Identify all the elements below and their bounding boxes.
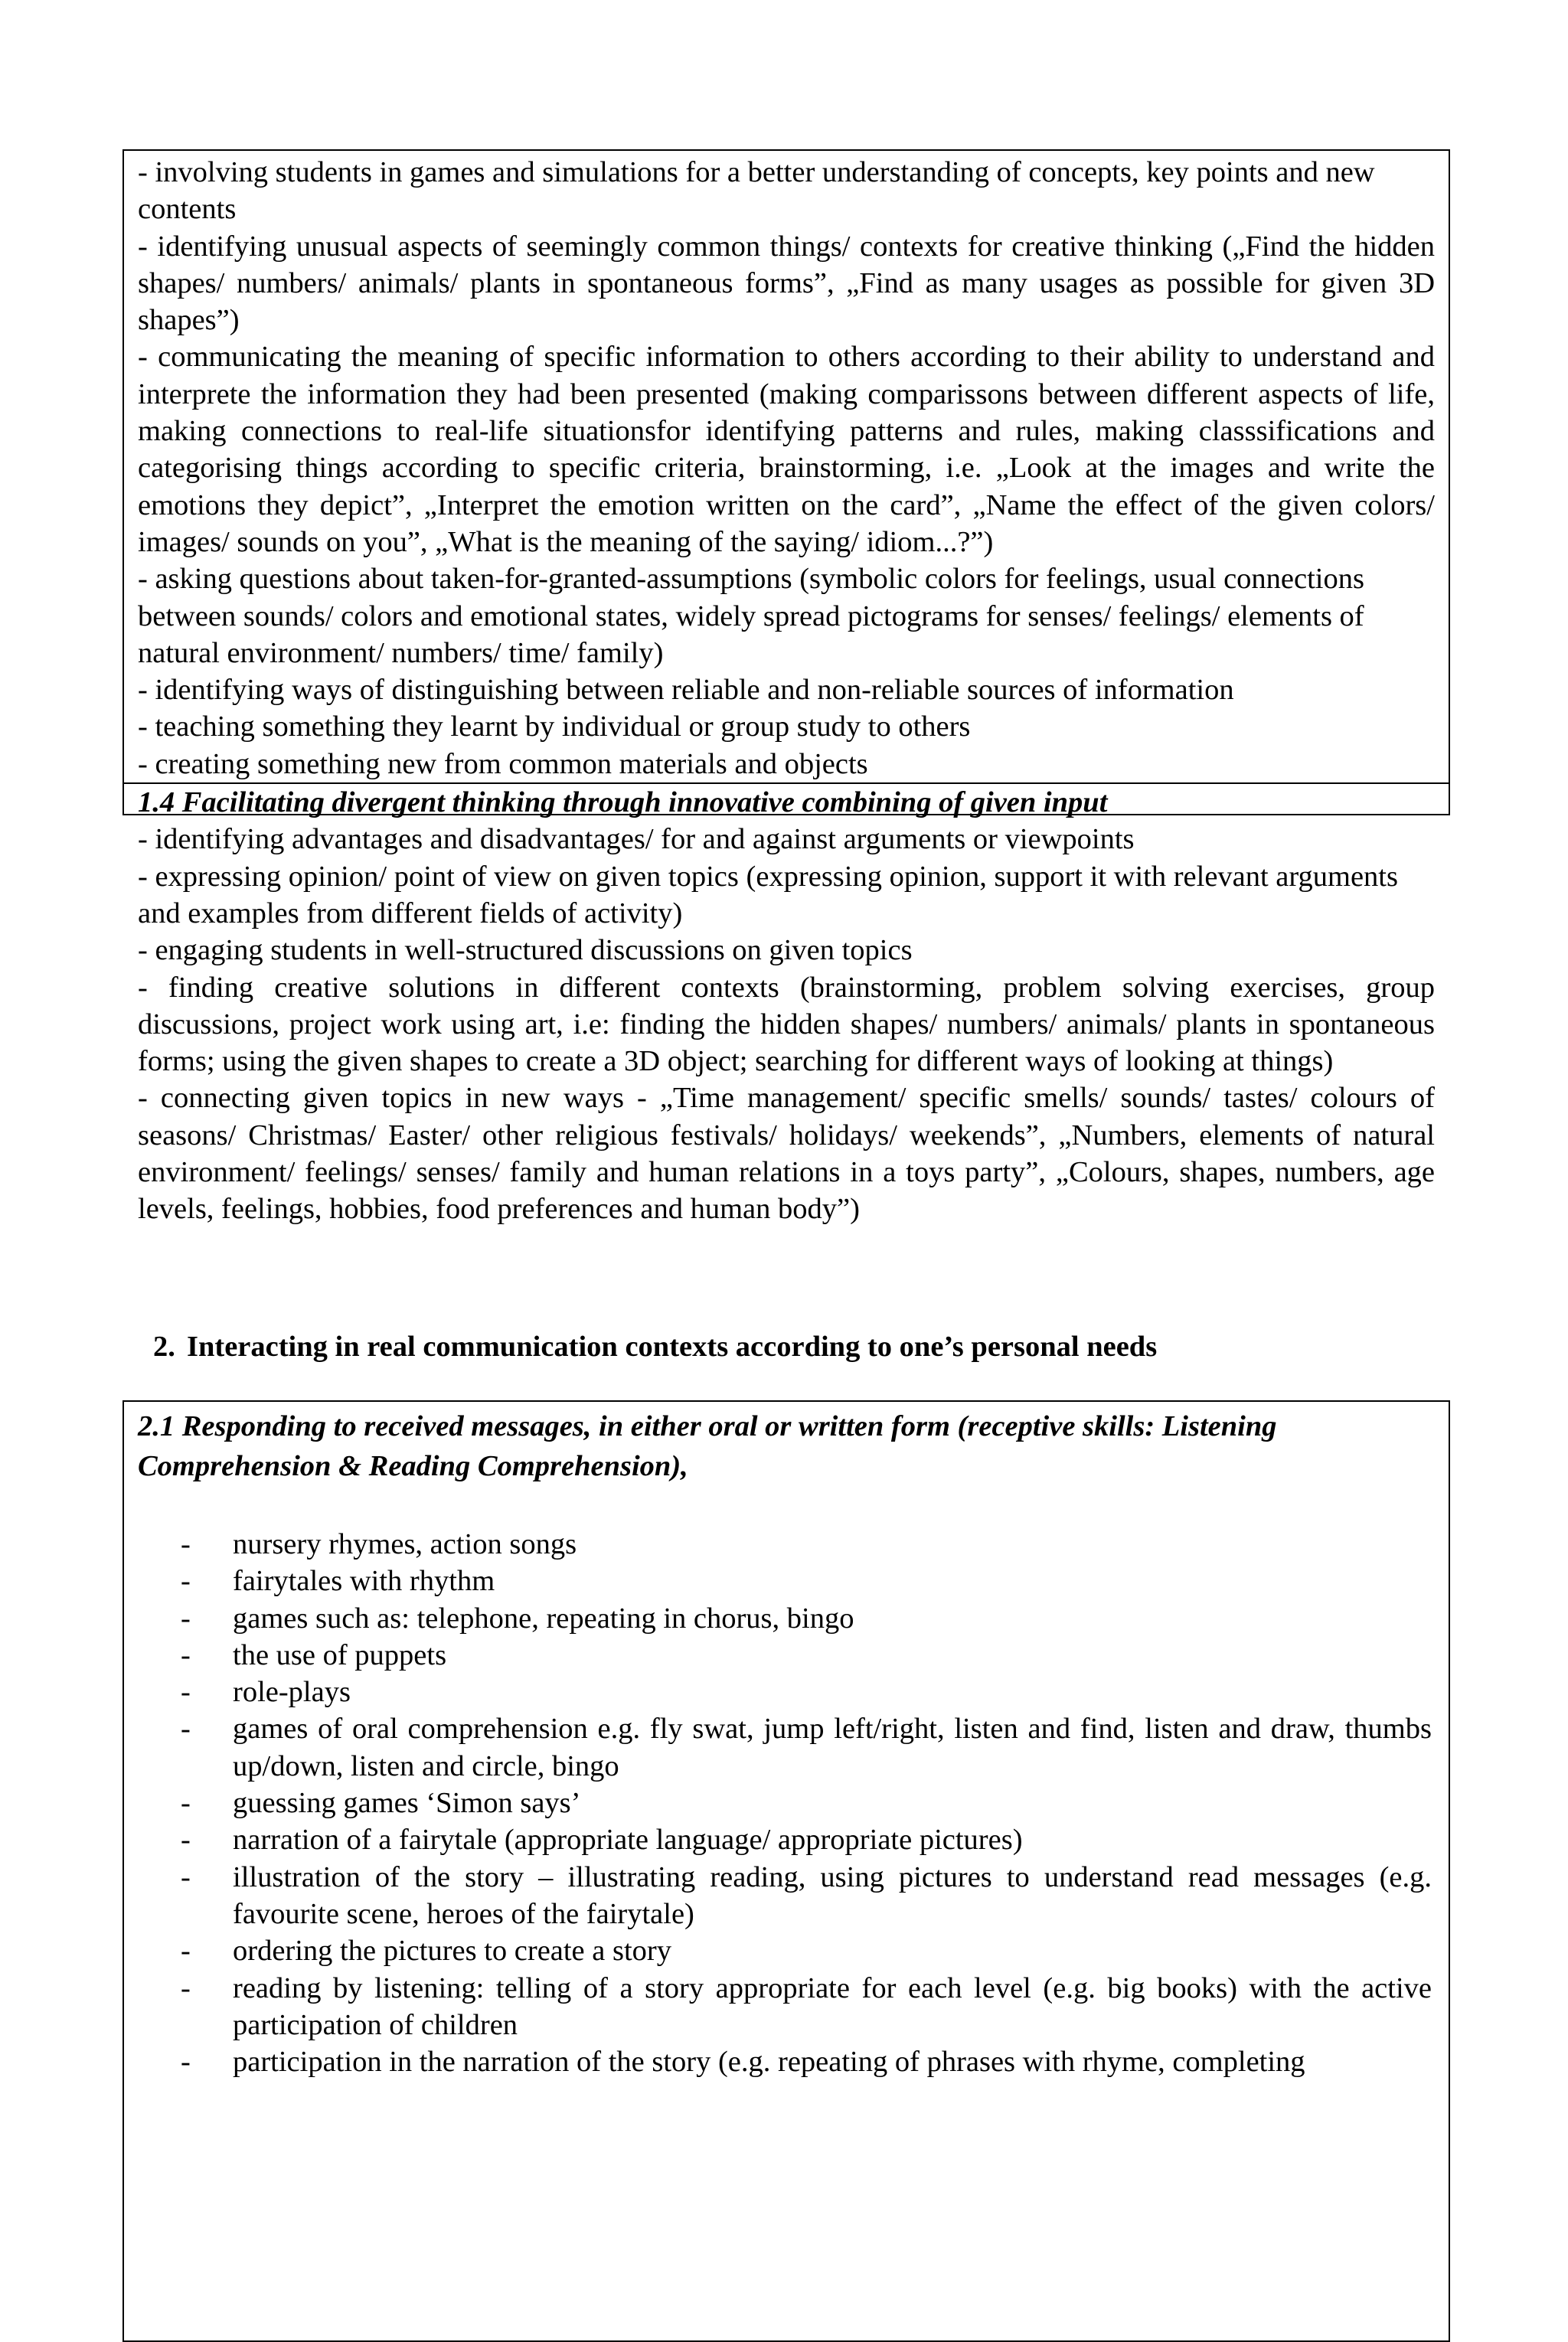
list-item: - narration of a fairytale (appropriate language/ appropriate pictures) <box>181 1824 1023 1857</box>
activity-line-creative-solutions: - finding creative solutions in different contexts (brainstorming, problem solving exercises, group discussions, project work using art, i.e: finding the hidden shapes/ numbers/ animals/ plants in spontaneous forms; using the given shapes to create a 3D object; searching for different ways of looking at things) <box>138 971 1435 1078</box>
list-item: - guessing games ‘Simon says’ <box>181 1787 581 1820</box>
receptive-skills-box <box>122 1400 1450 2342</box>
list-item: - fairytales with rhythm <box>181 1565 495 1598</box>
activity-line-discussions: - engaging students in well-structured discussions on given topics <box>138 934 913 967</box>
list-item: - games of oral comprehension e.g. fly swat, jump left/right, listen and find, listen and draw, thumbs up/down, listen and circle, bingo <box>181 1713 1432 1782</box>
list-item: - ordering the pictures to create a story <box>181 1935 671 1968</box>
activity-line-advantages: - identifying advantages and disadvantages/ for and against arguments or viewpoints <box>138 823 1135 856</box>
activity-line-communicating: - communicating the meaning of specific information to others according to their ability to understand and interprete the information they had been presented (making comparissons between different aspects of life, making connections to real-life situationsfor identifying patterns and rules, making classsifications and categorising things according to specific criteria, brainstorming, i.e. „Look at the images and write the emotions they depict”, „Interpret the emotion written on the card”, „Name the effect of the given colors/ images/ sounds on you”, „What is the meaning of the saying/ idiom...?”) <box>138 341 1435 558</box>
activity-line-connecting-topics: - connecting given topics in new ways - „Time management/ specific smells/ sounds/ tastes/ colours of seasons/ Christmas/ Easter/ other religious festivals/ holidays/ weekends”, „Numbers, elements of natural environment/ feelings/ senses/ family and human relations in a toys party”, „Colours, shapes, numbers, age levels, feelings, hobbies, food preferences and human body”) <box>138 1082 1435 1226</box>
activity-line-questions: - asking questions about taken-for-granted-assumptions (symbolic colors for feelings, usual connections between sounds/ colors and emotional states, widely spread pictograms for senses/ feelings/ elements of natural environment/ numbers/ time/ family) <box>138 563 1364 669</box>
list-item: - games such as: telephone, repeating in chorus, bingo <box>181 1602 854 1635</box>
list-item: - participation in the narration of the story (e.g. repeating of phrases with rhyme, completing <box>181 2046 1305 2079</box>
section-2-number: 2. <box>153 1331 175 1363</box>
list-item: - reading by listening: telling of a story appropriate for each level (e.g. big books) with the active participation of children <box>181 1971 1432 2041</box>
list-item: - illustration of the story – illustrating reading, using pictures to understand read messages (e.g. favourite scene, heroes of the fairytale) <box>181 1860 1432 1930</box>
subheading-2-1: 2.1 Responding to received messages, in either oral or written form (receptive skills: Listening Comprehension & Reading Comprehension), <box>138 1410 1277 1482</box>
subheading-1-4: 1.4 Facilitating divergent thinking through innovative combining of given input <box>138 786 1108 819</box>
list-item: - role-plays <box>181 1676 351 1709</box>
list-item: - nursery rhymes, action songs <box>181 1528 577 1560</box>
section-2-heading <box>153 1328 1447 1365</box>
section-2-title: Interacting in real communication contexts according to one’s personal needs <box>187 1331 1158 1363</box>
activity-line-games: - involving students in games and simulations for a better understanding of concepts, key points and new contents <box>138 156 1375 226</box>
activity-line-opinion: - expressing opinion/ point of view on given topics (expressing opinion, support it with relevant arguments and examples from different fields of activity) <box>138 860 1398 929</box>
list-item: - the use of puppets <box>181 1638 447 1671</box>
receptive-activities-list <box>138 1526 1435 2080</box>
activity-line-teaching: - teaching something they learnt by individual or group study to others <box>138 710 971 743</box>
activity-line-unusual-aspects: - identifying unusual aspects of seemingly common things/ contexts for creative thinking („Find the hidden shapes/ numbers/ animals/ plants in spontaneous forms”, „Find as many usages as possible for given 3D shapes”) <box>138 230 1435 337</box>
activity-line-creating: - creating something new from common materials and objects <box>138 747 868 780</box>
activity-line-sources: - identifying ways of distinguishing between reliable and non-reliable sources of information <box>138 674 1234 707</box>
activities-table-box <box>122 149 1450 1226</box>
